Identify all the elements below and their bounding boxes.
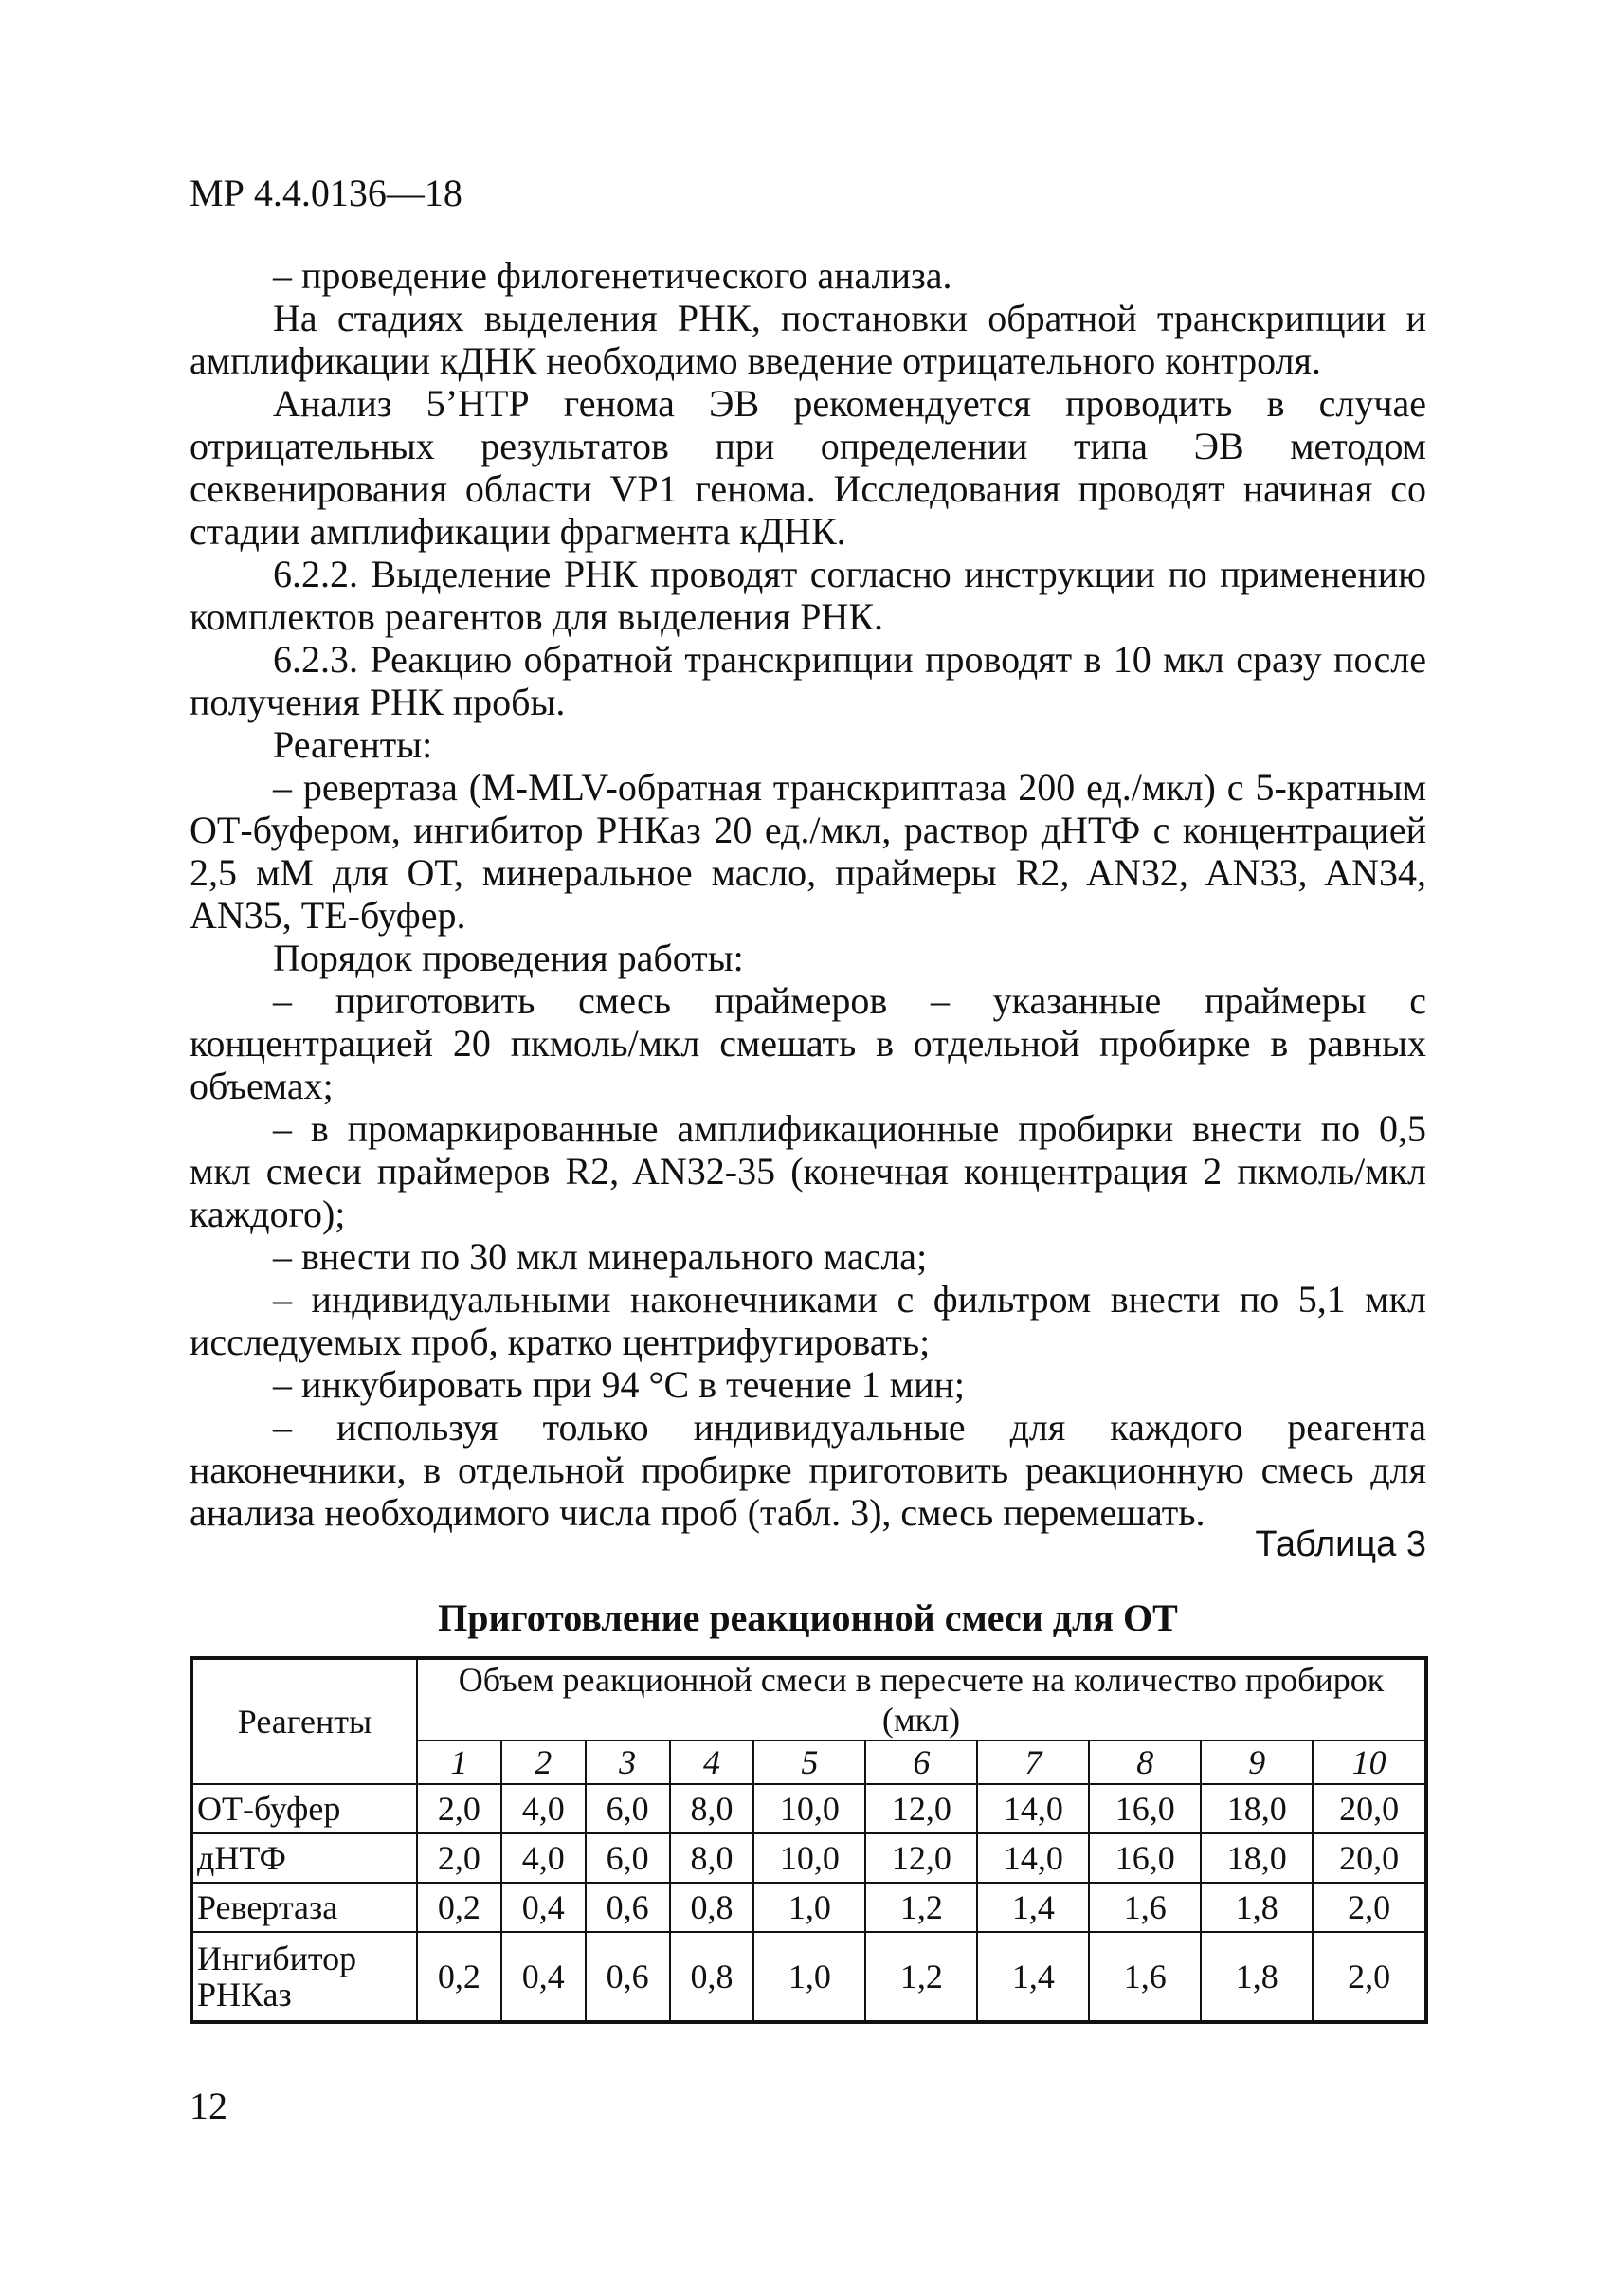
tube-count-cell: 7 xyxy=(977,1740,1089,1784)
tube-count-cell: 9 xyxy=(1201,1740,1313,1784)
table-cell: 2,0 xyxy=(1313,1932,1426,2022)
reagent-name: Ревертаза xyxy=(191,1883,417,1932)
reagents-header: Реагенты xyxy=(191,1658,417,1784)
paragraph: – проведение филогенетического анализа. xyxy=(273,254,952,297)
tube-count-cell: 5 xyxy=(753,1740,865,1784)
paragraph: Анализ 5’НТР генома ЭВ рекомендуется проводить в случае отрицательных результатов при определении типа ЭВ методом секвенирования области VP1 генома. Исследования проводят начиная со стадии амплификации фрагмента кДНК. xyxy=(190,382,1426,553)
body-text xyxy=(190,254,1426,1534)
table-cell: 1,8 xyxy=(1201,1883,1313,1932)
table-cell: 10,0 xyxy=(753,1833,865,1883)
table-row xyxy=(191,1784,1426,1833)
reagent-name: ОТ-буфер xyxy=(191,1784,417,1833)
paragraph: Реагенты: xyxy=(273,723,433,766)
tube-count-cell: 10 xyxy=(1313,1740,1426,1784)
paragraph: – инкубировать при 94 °С в течение 1 мин; xyxy=(273,1363,965,1406)
tube-count-cell: 4 xyxy=(670,1740,754,1784)
table-cell: 1,6 xyxy=(1089,1932,1201,2022)
table-row xyxy=(191,1932,1426,2022)
paragraph: 6.2.3. Реакцию обратной транскрипции проводят в 10 мкл сразу после получения РНК пробы. xyxy=(190,638,1426,723)
tube-count-cell: 1 xyxy=(417,1740,501,1784)
table-cell: 14,0 xyxy=(977,1784,1089,1833)
table-row xyxy=(191,1833,1426,1883)
table-cell: 1,8 xyxy=(1201,1932,1313,2022)
table-cell: 18,0 xyxy=(1201,1784,1313,1833)
table-cell: 1,2 xyxy=(865,1883,977,1932)
table-cell: 16,0 xyxy=(1089,1784,1201,1833)
table-cell: 12,0 xyxy=(865,1833,977,1883)
tube-count-cell: 3 xyxy=(586,1740,670,1784)
table-cell: 10,0 xyxy=(753,1784,865,1833)
table-cell: 6,0 xyxy=(586,1784,670,1833)
reagent-name: Ингибитор РНКаз xyxy=(191,1932,417,2022)
paragraph: На стадиях выделения РНК, постановки обратной транскрипции и амплификации кДНК необходимо введение отрицательного контроля. xyxy=(190,297,1426,382)
table-cell: 0,8 xyxy=(670,1932,754,2022)
table-cell: 8,0 xyxy=(670,1833,754,1883)
paragraph: – используя только индивидуальные для каждого реагента наконечники, в отдельной пробирке приготовить реакционную смесь для анализа необходимого числа проб (табл. 3), смесь перемешать. xyxy=(190,1406,1426,1534)
table-cell: 1,0 xyxy=(753,1932,865,2022)
paragraph: 6.2.2. Выделение РНК проводят согласно инструкции по применению комплектов реагентов для выделения РНК. xyxy=(190,553,1426,638)
paragraph: Порядок проведения работы: xyxy=(273,937,744,979)
table-cell: 1,4 xyxy=(977,1932,1089,2022)
tube-count-cell: 2 xyxy=(501,1740,586,1784)
table-row xyxy=(191,1883,1426,1932)
paragraph: – в промаркированные амплификационные пробирки внести по 0,5 мкл смеси праймеров R2, AN32-35 (конечная концентрация 2 пкмоль/мкл каждого); xyxy=(190,1107,1426,1235)
table-cell: 0,6 xyxy=(586,1932,670,2022)
page-number: 12 xyxy=(190,2085,227,2127)
paragraph: – индивидуальными наконечниками с фильтром внести по 5,1 мкл исследуемых проб, кратко центрифугировать; xyxy=(190,1278,1426,1363)
reagent-name: дНТФ xyxy=(191,1833,417,1883)
table-cell: 20,0 xyxy=(1313,1833,1426,1883)
table-cell: 6,0 xyxy=(586,1833,670,1883)
table-cell: 16,0 xyxy=(1089,1833,1201,1883)
table-cell: 1,2 xyxy=(865,1932,977,2022)
table-cell: 0,2 xyxy=(417,1883,501,1932)
paragraph: – внести по 30 мкл минерального масла; xyxy=(273,1235,928,1278)
table-title: Приготовление реакционной смеси для ОТ xyxy=(438,1596,1178,1639)
table-cell: 2,0 xyxy=(417,1784,501,1833)
reaction-mix-table xyxy=(190,1656,1428,2024)
table-cell: 14,0 xyxy=(977,1833,1089,1883)
document-header: МР 4.4.0136—18 xyxy=(190,172,462,214)
table-cell: 4,0 xyxy=(501,1784,586,1833)
table-cell: 1,4 xyxy=(977,1883,1089,1932)
table-label: Таблица 3 xyxy=(1255,1524,1426,1564)
table-cell: 0,2 xyxy=(417,1932,501,2022)
table-cell: 0,4 xyxy=(501,1932,586,2022)
table-cell: 4,0 xyxy=(501,1833,586,1883)
table-cell: 20,0 xyxy=(1313,1784,1426,1833)
paragraph: – приготовить смесь праймеров – указанные праймеры с концентрацией 20 пкмоль/мкл смешать в отдельной пробирке в равных объемах; xyxy=(190,979,1426,1107)
table-cell: 2,0 xyxy=(417,1833,501,1883)
table-cell: 8,0 xyxy=(670,1784,754,1833)
paragraph: – ревертаза (M-MLV-обратная транскриптаза 200 ед./мкл) с 5-кратным ОТ-буфером, ингибитор РНКаз 20 ед./мкл, раствор дНТФ с концентрацией 2,5 мМ для ОТ, минеральное масло, праймеры R2, AN32, AN33, AN34, AN35, ТЕ-буфер. xyxy=(190,766,1426,937)
table-cell: 1,6 xyxy=(1089,1883,1201,1932)
volume-header: Объем реакционной смеси в пересчете на количество пробирок (мкл) xyxy=(417,1658,1426,1740)
table-cell: 0,8 xyxy=(670,1883,754,1932)
table-header-row xyxy=(191,1658,1426,1740)
table-cell: 0,4 xyxy=(501,1883,586,1932)
table-cell: 18,0 xyxy=(1201,1833,1313,1883)
table-cell: 1,0 xyxy=(753,1883,865,1932)
tube-count-cell: 8 xyxy=(1089,1740,1201,1784)
table-cell: 12,0 xyxy=(865,1784,977,1833)
table-cell: 2,0 xyxy=(1313,1883,1426,1932)
tube-count-cell: 6 xyxy=(865,1740,977,1784)
table-cell: 0,6 xyxy=(586,1883,670,1932)
